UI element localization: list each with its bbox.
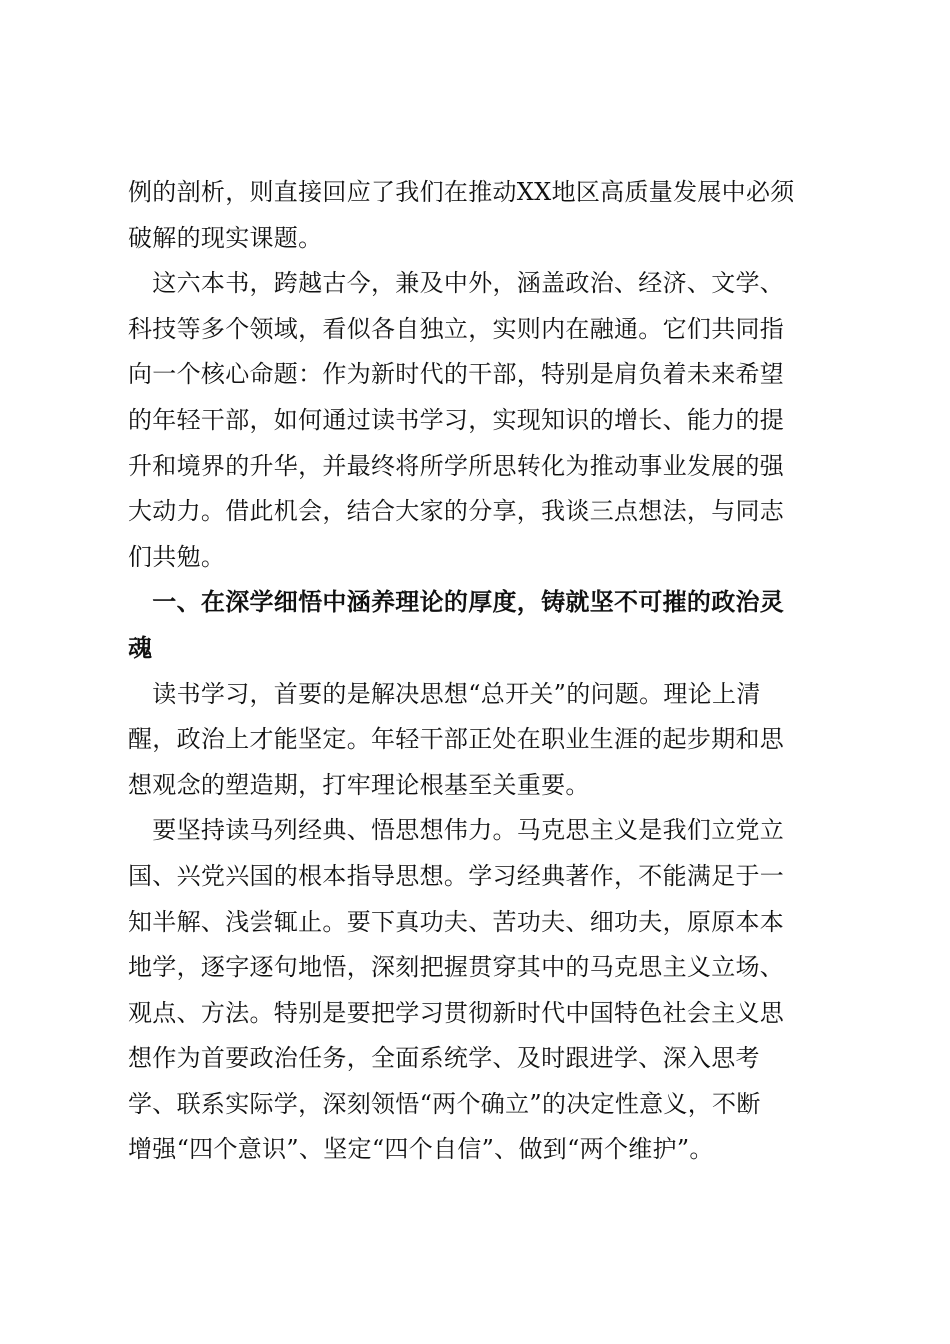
paragraph-line: 知半解、浅尝辄止。要下真功夫、苦功夫、细功夫，原原本本 [128,907,785,936]
paragraph-line: 升和境界的升华，并最终将所学所思转化为推动事业发展的强 [128,451,785,480]
paragraph-line: 要坚持读马列经典、悟思想伟力。马克思主义是我们立党立 [128,816,785,845]
paragraph-line: 国、兴党兴国的根本指导思想。学习经典著作，不能满足于一 [128,861,785,890]
paragraph-line: 想作为首要政治任务，全面系统学、及时跟进学、深入思考 [128,1044,760,1073]
paragraph-line: 地学，逐字逐句地悟，深刻把握贯穿其中的马克思主义立场、 [128,953,785,982]
paragraph-line: 醒，政治上才能坚定。年轻干部正处在职业生涯的起步期和思 [128,725,785,754]
paragraph-line: 大动力。借此机会，结合大家的分享，我谈三点想法，与同志 [128,497,785,526]
paragraph-line: 们共勉。 [128,542,226,571]
paragraph-line: 学、联系实际学，深刻领悟“两个确立”的决定性意义，不断 [128,1089,761,1118]
document-page [128,170,838,1173]
paragraph-line: 读书学习，首要的是解决思想“总开关”的问题。理论上清 [128,679,761,708]
section-heading-line: 魂 [128,633,153,662]
paragraph-line: 向一个核心命题：作为新时代的干部，特别是肩负着未来希望 [128,360,785,389]
paragraph-line: 破解的现实课题。 [128,223,323,252]
paragraph-line: 的年轻干部，如何通过读书学习，实现知识的增长、能力的提 [128,405,785,434]
paragraph-line: 这六本书，跨越古今，兼及中外，涵盖政治、经济、文学、 [128,269,785,298]
paragraph-line: 增强“四个意识”、坚定“四个自信”、做到“两个维护”。 [128,1135,714,1164]
paragraph-line: 科技等多个领域，看似各自独立，实则内在融通。它们共同指 [128,314,785,343]
paragraph-line: 例的剖析，则直接回应了我们在推动XX地区高质量发展中必须 [128,178,795,206]
section-heading-line: 一、在深学细悟中涵养理论的厚度，铸就坚不可摧的政治灵 [128,588,785,617]
paragraph-line: 观点、方法。特别是要把学习贯彻新时代中国特色社会主义思 [128,998,785,1027]
paragraph-line: 想观念的塑造期，打牢理论根基至关重要。 [128,770,590,799]
